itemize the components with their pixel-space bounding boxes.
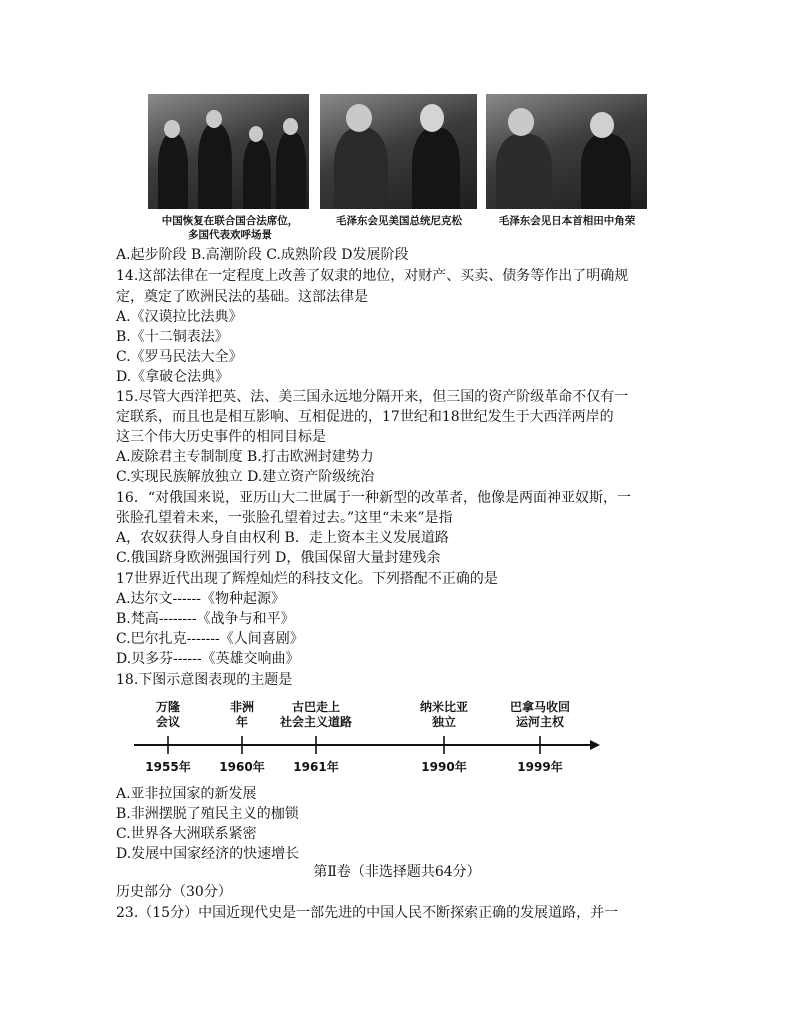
q15-stem: 这三个伟大历史事件的相同目标是 (116, 429, 326, 445)
q16-stem: 张脸孔望着未来，一张脸孔望着过去。”这里“未来”是指 (116, 510, 453, 526)
q13-options: A.起步阶段 B.高潮阶段 C.成熟阶段 D发展阶段 (116, 247, 409, 263)
photo-caption: 毛泽东会见日本首相田中角荣 (498, 215, 636, 227)
q15-options-ab: A.废除君主专制制度 B.打击欧洲封建势力 (116, 449, 374, 465)
q16-options-ab: A，农奴获得人身自由权利 B．走上资本主义发展道路 (116, 530, 449, 546)
q16-stem: 16．“对俄国来说，亚历山大二世属于一种新型的改革者，他像是两面神亚奴斯，一 (116, 490, 631, 506)
q17-option-d: D.贝多芬------《英雄交响曲》 (116, 651, 300, 667)
timeline-event-label: 巴拿马收回 (509, 700, 571, 714)
q14-option-d: D.《拿破仑法典》 (116, 369, 230, 385)
timeline-arrow-icon (590, 740, 600, 750)
q15-stem: 15.尽管大西洋把英、法、美三国永远地分隔开来，但三国的资产阶级革命不仅有一 (116, 389, 629, 405)
photo-mao-nixon (320, 94, 477, 209)
timeline-year-label: 1990年 (421, 760, 467, 774)
q23-stem: 23.（15分）中国近现代史是一部先进的中国人民不断探索正确的发展道路，并一 (116, 905, 619, 921)
q14-option-a: A.《汉谟拉比法典》 (116, 309, 243, 325)
timeline-event-label: 纳米比亚 (419, 700, 469, 714)
timeline-diagram (130, 700, 610, 780)
section-title: 第Ⅱ卷（非选择题共64分） (313, 864, 481, 880)
q14-option-b: B.《十二铜表法》 (116, 329, 229, 345)
q16-options-cd: C.俄国跻身欧洲强国行列 D，俄国保留大量封建残余 (116, 550, 441, 566)
q18-option-c: C.世界各大洲联系紧密 (116, 826, 257, 842)
photo-mao-tanaka (486, 94, 647, 209)
q18-stem: 18.下图示意图表现的主题是 (116, 672, 293, 688)
q18-option-d: D.发展中国家经济的快速增长 (116, 846, 300, 862)
q17-option-b: B.梵高--------《战争与和平》 (116, 611, 295, 627)
timeline-year-label: 1955年 (145, 760, 191, 774)
q17-stem: 17世界近代出现了辉煌灿烂的科技文化。下列搭配不正确的是 (116, 571, 498, 587)
q14-stem: 14.这部法律在一定程度上改善了奴隶的地位，对财产、买卖、债务等作出了明确规 (116, 268, 629, 284)
timeline-event-label: 会议 (155, 715, 181, 729)
history-part-heading: 历史部分（30分） (116, 884, 232, 900)
timeline-event-label: 年 (235, 715, 249, 729)
photo-caption: 中国恢复在联合国合法席位， 多国代表欢呼场景 (161, 215, 299, 241)
q15-stem: 定联系，而且也是相互影响、互相促进的，17世纪和18世纪发生于大西洋两岸的 (116, 409, 614, 425)
photo-un-seat (148, 94, 309, 209)
q17-option-a: A.达尔文------《物种起源》 (116, 591, 285, 607)
timeline-event-label: 社会主义道路 (279, 715, 353, 729)
timeline-year-label: 1960年 (219, 760, 265, 774)
timeline-event-label: 万隆 (155, 700, 181, 714)
timeline-year-label: 1999年 (517, 760, 563, 774)
q15-options-cd: C.实现民族解放独立 D.建立资产阶级统治 (116, 469, 375, 485)
q18-option-b: B.非洲摆脱了殖民主义的枷锁 (116, 806, 299, 822)
photo-caption: 毛泽东会见美国总统尼克松 (336, 215, 462, 227)
q17-option-c: C.巴尔扎克-------《人间喜剧》 (116, 631, 304, 647)
q18-option-a: A.亚非拉国家的新发展 (116, 786, 257, 802)
timeline-event-label: 运河主权 (515, 715, 565, 729)
timeline-event-label: 古巴走上 (291, 700, 341, 714)
q14-option-c: C.《罗马民法大全》 (116, 349, 243, 365)
timeline-event-label: 独立 (431, 715, 457, 729)
timeline-year-label: 1961年 (293, 760, 339, 774)
timeline-event-label: 非洲 (229, 700, 255, 714)
q14-stem: 定，奠定了欧洲民法的基础。这部法律是 (116, 289, 368, 305)
